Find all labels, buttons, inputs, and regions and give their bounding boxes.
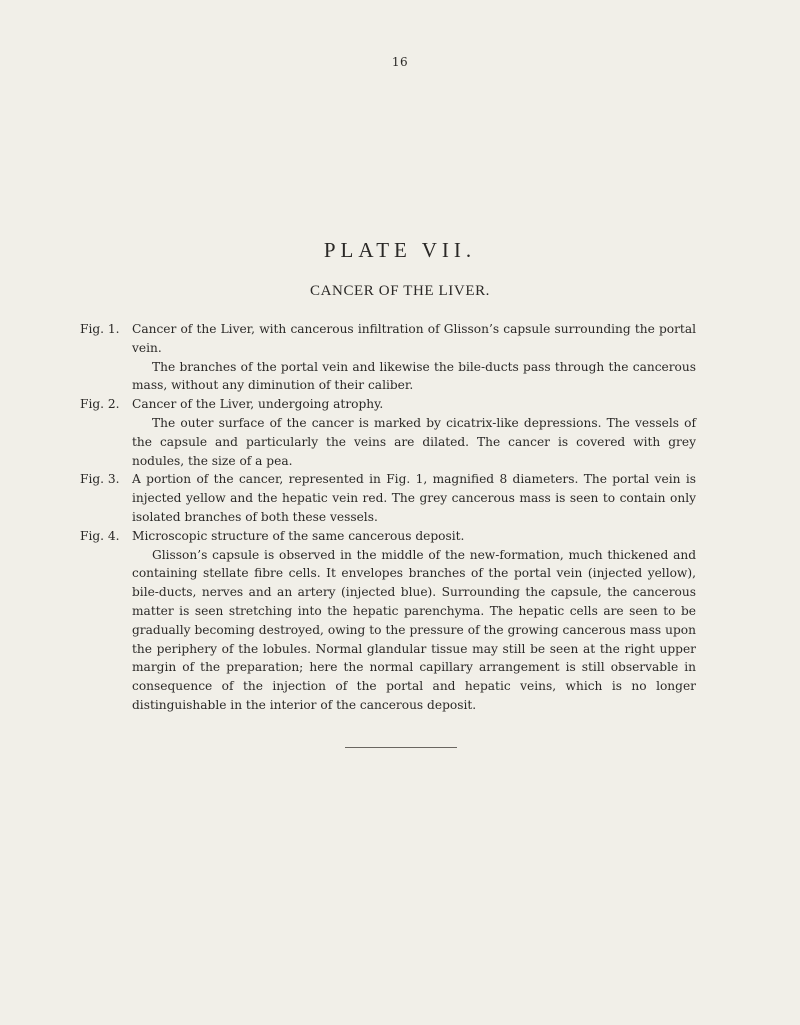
- figure-4-description: [80, 527, 696, 715]
- figure-paragraph: The outer surface of the cancer is marked by cicatrix-like depressions. The vessels of the capsule and particularly the veins are dilated. The cancer is covered with grey nodules, the size of a pea.: [132, 415, 696, 468]
- figure-heading: Cancer of the Liver, undergoing atrophy.: [132, 397, 384, 412]
- page-number: 16: [391, 55, 409, 69]
- figure-paragraph: The branches of the portal vein and likewise the bile-ducts pass through the cancerous mass, without any diminution of their caliber.: [132, 359, 696, 393]
- figure-label: Fig. 4.: [80, 528, 120, 543]
- plate-subtitle: CANCER OF THE LIVER.: [309, 283, 491, 299]
- figure-2-description: [80, 395, 696, 470]
- end-rule: [345, 747, 457, 748]
- figure-paragraph: Glisson’s capsule is observed in the middle of the new-formation, much thickened and containing stellate fibre cells. It envelopes branches of the portal vein (injected yellow), bile-ducts, nerves and an artery (injected blue). Surrounding the capsule, the cancerous matter is seen stretching into the hepatic parenchyma. The hepatic cells are seen to be gradually becoming destroyed, owing to the pressure of the growing cancerous mass upon the periphery of the lobules. Normal glandular tissue may still be seen at the right upper margin of the preparation; here the normal capillary arrangement is still observable in consequence of the injection of the portal and hepatic veins, which is no longer distinguishable in the interior of the cancerous deposit.: [132, 547, 696, 712]
- figure-label: Fig. 2.: [80, 397, 120, 412]
- figure-label: Fig. 3.: [80, 472, 120, 487]
- figure-heading: A portion of the cancer, represented in Fig. 1, magnified 8 diameters. The portal vein is injected yellow and the hepatic vein red. The grey cancerous mass is seen to contain only isolated branches of both these vessels.: [132, 472, 696, 524]
- figure-heading: Microscopic structure of the same cancerous deposit.: [132, 528, 465, 543]
- figure-3-description: [80, 470, 696, 526]
- figure-descriptions: [80, 320, 696, 715]
- figure-heading: Cancer of the Liver, with cancerous infiltration of Glisson’s capsule surrounding the portal vein.: [132, 322, 696, 355]
- plate-title: PLATE VII.: [323, 238, 477, 262]
- figure-label: Fig. 1.: [80, 322, 120, 336]
- figure-1-description: [80, 320, 696, 395]
